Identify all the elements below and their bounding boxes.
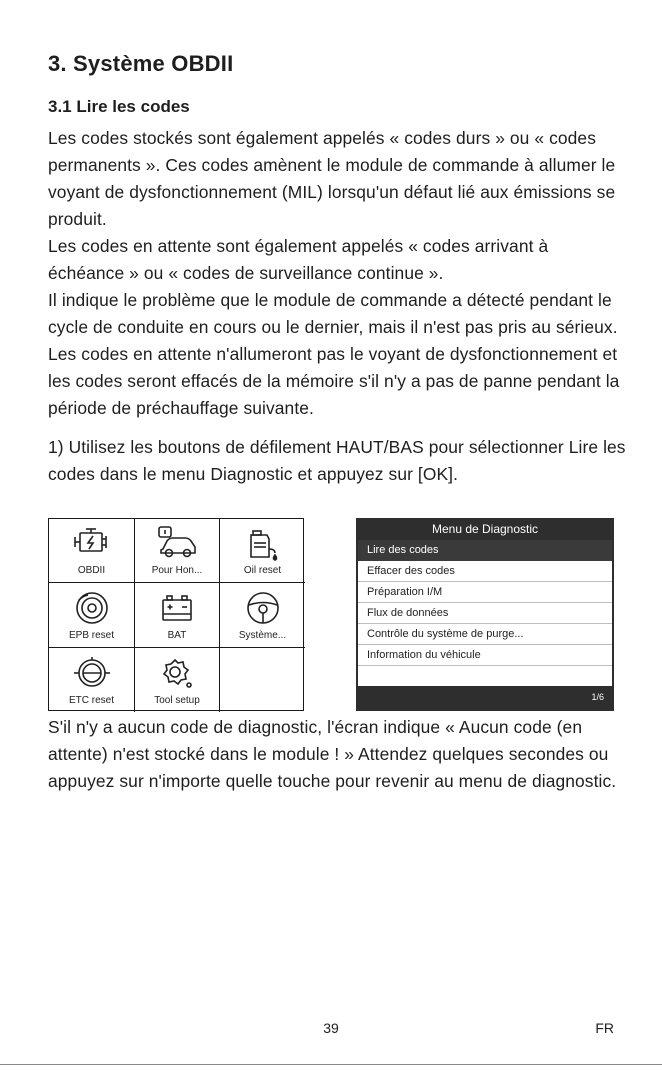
tile-label-obdii: OBDII: [77, 565, 106, 576]
paragraph-pending-codes: Les codes en attente sont également appelés « codes arrivant à échéance » ou « codes de surveillance continue ».: [48, 236, 549, 283]
tile-oil-reset[interactable]: [220, 519, 305, 583]
oil-can-icon: [241, 525, 285, 561]
tile-pour-hon[interactable]: [135, 519, 220, 583]
tile-systeme[interactable]: [220, 583, 305, 648]
menu-item-effacer-codes[interactable]: Effacer des codes: [358, 561, 612, 582]
menu-item-flux-donnees[interactable]: Flux de données: [358, 603, 612, 624]
tile-label-pour-hon: Pour Hon...: [151, 565, 203, 576]
brake-disc-icon: [70, 590, 114, 626]
gear-icon: [155, 655, 199, 691]
tile-label-systeme: Système...: [238, 630, 287, 641]
figure-row: [48, 518, 628, 714]
battery-icon: [155, 590, 199, 626]
language-code: FR: [595, 1020, 614, 1036]
tile-label-etc-reset: ETC reset: [68, 695, 114, 706]
tile-empty: [220, 648, 305, 712]
tile-label-bat: BAT: [167, 630, 187, 641]
tile-bat[interactable]: [135, 583, 220, 648]
tile-obdii[interactable]: [49, 519, 135, 583]
menu-item-controle-purge[interactable]: Contrôle du système de purge...: [358, 624, 612, 645]
tile-label-tool-setup: Tool setup: [154, 695, 200, 706]
menu-item-lire-codes[interactable]: Lire des codes: [358, 540, 612, 561]
main-menu-screen: [48, 518, 304, 711]
subsection-heading: 3.1 Lire les codes: [48, 97, 190, 116]
steering-wheel-icon: [241, 590, 285, 626]
tile-epb-reset[interactable]: [49, 583, 135, 648]
closing-paragraph: S'il n'y a aucun code de diagnostic, l'écran indique « Aucun code (en attente) n'est stocké dans le module ! » Attendez quelques secondes ou appuyez sur n'importe quelle touche pour revenir au menu de diagnostic.: [48, 717, 617, 791]
tile-etc-reset[interactable]: [49, 648, 135, 712]
paragraph-problem-detected: Il indique le problème que le module de commande a détecté pendant le cycle de conduite en cours ou le dernier, mais il n'est pas pris au sérieux.: [48, 290, 618, 337]
menu-item-empty: [358, 666, 612, 686]
car-info-icon: [155, 525, 199, 561]
tile-label-epb-reset: EPB reset: [68, 630, 115, 641]
page-number: 39: [323, 1020, 339, 1036]
diagnostic-menu-list: [358, 540, 612, 686]
paragraph-stored-codes: Les codes stockés sont également appelés « codes durs » ou « codes permanents ». Ces codes amènent le module de commande à allumer le voyant de dysfonctionnement (MIL) lorsqu'un défaut lié aux émissions se produit.: [48, 128, 616, 229]
step-1-instruction: 1) Utilisez les boutons de défilement HAUT/BAS pour sélectionner Lire les codes dans le menu Diagnostic et appuyez sur [OK].: [48, 437, 626, 484]
paragraph-pending-no-mil: Les codes en attente n'allumeront pas le voyant de dysfonctionnement et les codes seront effacés de la mémoire s'il n'y a pas de panne pendant la période de préchauffage suivante.: [48, 344, 620, 418]
diagnostic-menu-screen: [356, 518, 614, 711]
throttle-icon: [70, 655, 114, 691]
manual-page-content: [48, 50, 628, 795]
bottom-divider: [0, 1064, 662, 1065]
menu-item-preparation-im[interactable]: Préparation I/M: [358, 582, 612, 603]
engine-icon: [70, 525, 114, 561]
menu-item-information-vehicule[interactable]: Information du véhicule: [358, 645, 612, 666]
tile-label-oil-reset: Oil reset: [243, 565, 282, 576]
page-indicator: 1/6: [591, 692, 604, 702]
diagnostic-menu-title: Menu de Diagnostic: [431, 522, 539, 536]
tile-tool-setup[interactable]: [135, 648, 220, 712]
section-heading: 3. Système OBDII: [48, 51, 234, 76]
